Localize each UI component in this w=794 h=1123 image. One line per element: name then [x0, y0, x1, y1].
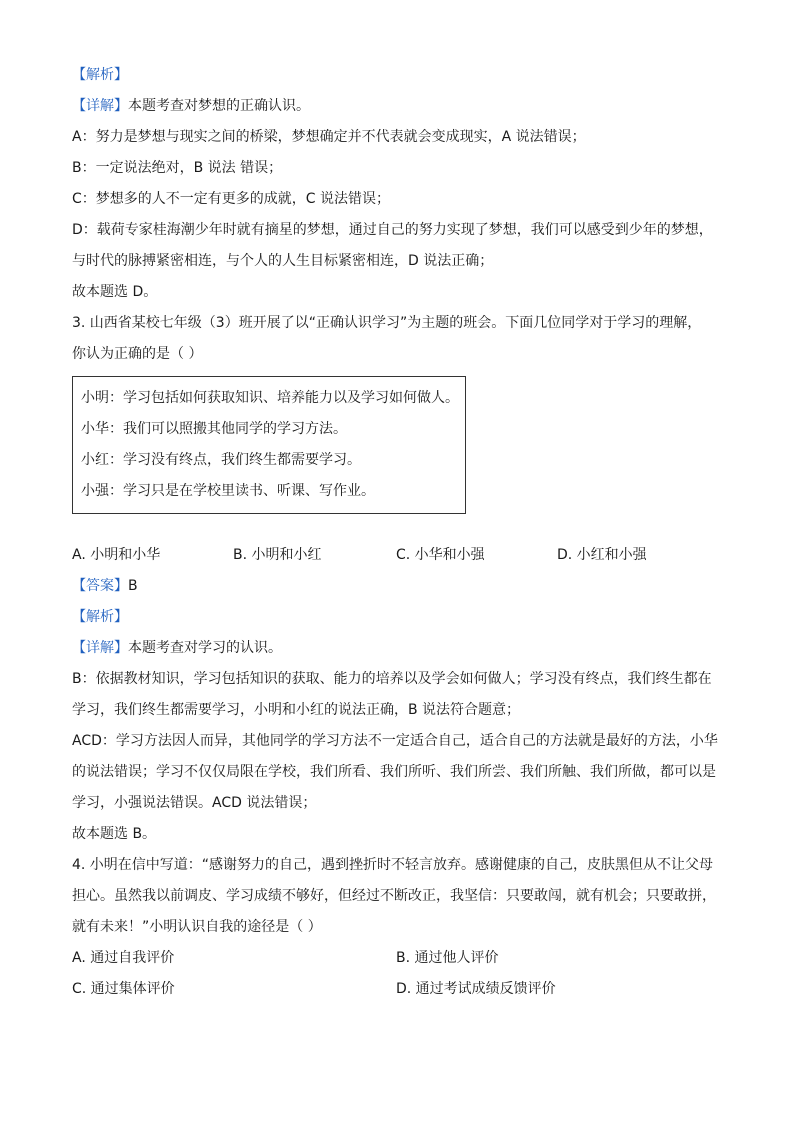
detail-text: 本题考查对学习的认识。 — [128, 640, 282, 656]
explanation-d-line2: 与时代的脉搏紧密相连，与个人的人生目标紧密相连，D 说法正确； — [72, 253, 494, 269]
question-4-stem-line2: 担心。虽然我以前调皮、学习成绩不够好，但经过不断改正，我坚信：只要敢闯，就有机会；只要敢拼， — [72, 888, 716, 904]
explanation-d-line1: D：载荷专家桂海潮少年时就有摘星的梦想，通过自己的努力实现了梦想，我们可以感受到少年的梦想， — [72, 222, 713, 238]
question-3-stem-line1: 3. 山西省某校七年级（3）班开展了以“正确认识学习”为主题的班会。下面几位同学对于学习的理解， — [72, 315, 702, 331]
explanation-b-line1: B：依据教材知识，学习包括知识的获取、能力的培养以及学会如何做人；学习没有终点，我们终生都在 — [72, 671, 712, 687]
analysis-heading: 【解析】 — [72, 609, 128, 625]
option-a: A. 小明和小华 — [72, 547, 161, 563]
question-3-stem-line2: 你认为正确的是（ ） — [72, 346, 203, 362]
statement-xiaoming: 小明：学习包括如何获取知识、培养能力以及学习如何做人。 — [81, 390, 459, 406]
explanation-acd-line3: 学习，小强说法错误。ACD 说法错误； — [72, 795, 317, 811]
detail-tag: 【详解】 — [72, 98, 128, 114]
option-d: D. 通过考试成绩反馈评价 — [396, 981, 556, 997]
statement-xiaohong: 小红：学习没有终点，我们终生都需要学习。 — [81, 452, 361, 468]
statements-box — [72, 376, 466, 514]
explanation-b: B：一定说法绝对，B 说法 错误； — [72, 160, 283, 176]
question-4-options-row2 — [72, 974, 732, 1005]
explanation-acd-line1: ACD：学习方法因人而异，其他同学的学习方法不一定适合自己，适合自己的方法就是最好的方法，小华 — [72, 733, 718, 749]
statement-xiaohua: 小华：我们可以照搬其他同学的学习方法。 — [81, 421, 347, 437]
conclusion: 故本题选 B。 — [72, 826, 157, 842]
detail-line — [72, 633, 732, 664]
detail-text: 本题考查对梦想的正确认识。 — [128, 98, 310, 114]
answer-line — [72, 571, 732, 602]
option-b: B. 小明和小红 — [233, 547, 322, 563]
detail-tag: 【详解】 — [72, 640, 128, 656]
explanation-a: A：努力是梦想与现实之间的桥梁，梦想确定并不代表就会变成现实，A 说法错误； — [72, 129, 586, 145]
detail-line — [72, 91, 732, 122]
answer-value: B — [128, 578, 138, 594]
question-4-options-row1 — [72, 943, 732, 974]
option-a: A. 通过自我评价 — [72, 950, 175, 966]
option-c: C. 通过集体评价 — [72, 981, 175, 997]
explanation-c: C：梦想多的人不一定有更多的成就，C 说法错误； — [72, 191, 390, 207]
question-3-options — [72, 540, 732, 571]
option-b: B. 通过他人评价 — [396, 950, 499, 966]
option-c: C. 小华和小强 — [396, 547, 485, 563]
question-4-stem-line1: 4. 小明在信中写道：“感谢努力的自己，遇到挫折时不轻言放弃。感谢健康的自己，皮肤黑但从不让父母 — [72, 857, 714, 873]
statement-xiaoqiang: 小强：学习只是在学校里读书、听课、写作业。 — [81, 483, 375, 499]
answer-tag: 【答案】 — [72, 578, 128, 594]
option-d: D. 小红和小强 — [557, 547, 647, 563]
conclusion: 故本题选 D。 — [72, 284, 158, 300]
document-page — [72, 60, 732, 1005]
question-4-stem-line3: 就有未来！”小明认识自我的途径是（ ） — [72, 919, 322, 935]
explanation-b-line2: 学习，我们终生都需要学习，小明和小红的说法正确，B 说法符合题意； — [72, 702, 521, 718]
analysis-heading: 【解析】 — [72, 67, 128, 83]
explanation-acd-line2: 的说法错误；学习不仅仅局限在学校，我们所看、我们所听、我们所尝、我们所触、我们所做，都可以是 — [72, 764, 716, 780]
